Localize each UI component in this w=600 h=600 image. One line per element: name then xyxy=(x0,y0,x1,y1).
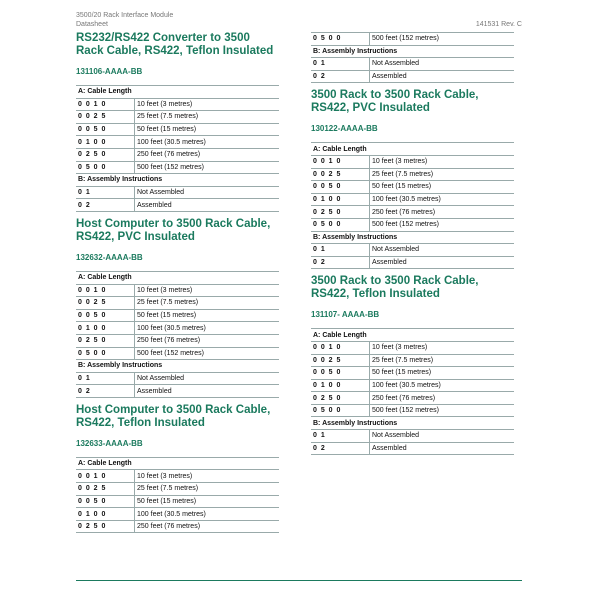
option-description: 50 feet (15 metres) xyxy=(370,367,515,380)
option-description: 100 feet (30.5 metres) xyxy=(135,322,280,335)
cable-section xyxy=(76,32,279,212)
option-description: 500 feet (152 metres) xyxy=(135,161,280,174)
table-row xyxy=(76,284,279,297)
table-row xyxy=(76,483,279,496)
table-row xyxy=(311,367,514,380)
option-description: 250 feet (76 metres) xyxy=(370,392,515,405)
table-row xyxy=(76,136,279,149)
option-description: 25 feet (7.5 metres) xyxy=(135,297,280,310)
option-code: 0 2 xyxy=(311,70,370,83)
option-code: 0 5 0 0 xyxy=(311,404,370,417)
option-code: 0 0 2 5 xyxy=(311,354,370,367)
table-row xyxy=(76,334,279,347)
option-description: Assembled xyxy=(135,385,280,398)
option-description: Assembled xyxy=(370,70,515,83)
options-table xyxy=(311,328,514,455)
table-row xyxy=(76,495,279,508)
options-table xyxy=(76,85,279,212)
group-label: A: Cable Length xyxy=(76,86,279,99)
part-number: 131106-AAAA-BB xyxy=(76,67,143,76)
part-number: 131107- AAAA-BB xyxy=(311,310,380,320)
option-code: 0 0 5 0 xyxy=(76,309,135,322)
option-description: 10 feet (3 metres) xyxy=(135,284,280,297)
option-description: Not Assembled xyxy=(370,58,515,71)
option-description: 10 feet (3 metres) xyxy=(135,470,280,483)
table-group-row xyxy=(311,329,514,342)
option-description: 10 feet (3 metres) xyxy=(135,98,280,111)
option-code: 0 2 5 0 xyxy=(76,520,135,533)
option-code: 0 0 2 5 xyxy=(76,483,135,496)
option-description: 25 feet (7.5 metres) xyxy=(135,483,280,496)
option-description: 250 feet (76 metres) xyxy=(135,148,280,161)
option-code: 0 1 xyxy=(311,58,370,71)
section-title: 3500 Rack to 3500 Rack Cable, RS422, PVC Insulated xyxy=(311,89,479,115)
option-description: Assembled xyxy=(370,442,515,455)
option-code: 0 0 1 0 xyxy=(76,284,135,297)
option-code: 0 0 5 0 xyxy=(76,495,135,508)
option-description: Not Assembled xyxy=(135,372,280,385)
option-description: 250 feet (76 metres) xyxy=(370,206,515,219)
table-row xyxy=(76,322,279,335)
section-title: RS232/RS422 Converter to 3500 Rack Cable, RS422, Teflon Insulated xyxy=(76,32,274,57)
table-group-row xyxy=(76,360,279,373)
left-column xyxy=(76,32,279,539)
cable-section xyxy=(311,275,514,455)
option-code: 0 1 xyxy=(311,244,370,257)
option-code: 0 1 0 0 xyxy=(76,508,135,521)
table-row xyxy=(76,508,279,521)
table-row xyxy=(311,206,514,219)
table-row xyxy=(311,256,514,269)
option-code: 0 2 xyxy=(311,256,370,269)
table-row xyxy=(76,98,279,111)
table-row xyxy=(76,309,279,322)
option-code: 0 1 0 0 xyxy=(311,193,370,206)
option-code: 0 1 0 0 xyxy=(76,322,135,335)
option-description: Not Assembled xyxy=(135,186,280,199)
table-row xyxy=(76,372,279,385)
part-number: 132633-AAAA-BB xyxy=(76,438,143,448)
table-row xyxy=(76,347,279,360)
table-group-row xyxy=(311,45,514,58)
option-code: 0 0 1 0 xyxy=(76,470,135,483)
option-code: 0 5 0 0 xyxy=(311,33,370,46)
table-group-row xyxy=(76,271,279,284)
option-description: 250 feet (76 metres) xyxy=(135,520,280,533)
option-description: 100 feet (30.5 metres) xyxy=(370,379,515,392)
option-code: 0 1 xyxy=(76,186,135,199)
table-row xyxy=(76,385,279,398)
option-description: 100 feet (30.5 metres) xyxy=(135,508,280,521)
part-number: 132632-AAAA-BB xyxy=(76,252,143,262)
table-row xyxy=(311,430,514,443)
table-row xyxy=(311,341,514,354)
table-row xyxy=(76,186,279,199)
section-title: 3500 Rack to 3500 Rack Cable, RS422, Teflon Insulated xyxy=(311,275,479,301)
option-description: 500 feet (152 metres) xyxy=(135,347,280,360)
table-group-row xyxy=(311,417,514,430)
option-code: 0 2 xyxy=(76,199,135,212)
table-row xyxy=(76,199,279,212)
option-code: 0 1 xyxy=(76,372,135,385)
table-row xyxy=(311,155,514,168)
table-row xyxy=(76,297,279,310)
table-row xyxy=(311,354,514,367)
table-group-row xyxy=(311,143,514,156)
option-description: Not Assembled xyxy=(370,430,515,443)
option-description: 500 feet (152 metres) xyxy=(370,404,515,417)
table-row xyxy=(311,168,514,181)
document-subtitle: Datasheet xyxy=(76,21,108,28)
option-description: 50 feet (15 metres) xyxy=(135,123,280,136)
table-row xyxy=(76,111,279,124)
option-description: 25 feet (7.5 metres) xyxy=(135,111,280,124)
group-label: B: Assembly Instructions xyxy=(311,417,514,430)
option-code: 0 0 2 5 xyxy=(311,168,370,181)
option-code: 0 1 0 0 xyxy=(311,379,370,392)
page-header xyxy=(76,11,522,29)
option-code: 0 5 0 0 xyxy=(76,161,135,174)
option-description: Assembled xyxy=(135,199,280,212)
option-description: 250 feet (76 metres) xyxy=(135,334,280,347)
option-description: Not Assembled xyxy=(370,244,515,257)
option-description: 50 feet (15 metres) xyxy=(135,309,280,322)
cable-section xyxy=(76,218,279,398)
option-description: 25 feet (7.5 metres) xyxy=(370,354,515,367)
group-label: B: Assembly Instructions xyxy=(311,231,514,244)
group-label: B: Assembly Instructions xyxy=(76,360,279,373)
table-row xyxy=(311,193,514,206)
option-code: 0 2 5 0 xyxy=(311,392,370,405)
table-row xyxy=(76,520,279,533)
table-group-row xyxy=(76,457,279,470)
footer-rule xyxy=(76,580,522,581)
group-label: B: Assembly Instructions xyxy=(311,45,514,58)
table-row xyxy=(311,58,514,71)
options-table xyxy=(76,271,279,398)
group-label: B: Assembly Instructions xyxy=(76,174,279,187)
group-label: A: Cable Length xyxy=(311,143,514,156)
option-description: Assembled xyxy=(370,256,515,269)
table-group-row xyxy=(311,231,514,244)
table-row xyxy=(311,244,514,257)
cable-section xyxy=(311,89,514,269)
option-description: 100 feet (30.5 metres) xyxy=(370,193,515,206)
continued-table xyxy=(311,32,514,83)
group-label: A: Cable Length xyxy=(76,457,279,470)
option-description: 25 feet (7.5 metres) xyxy=(370,168,515,181)
section-title: Host Computer to 3500 Rack Cable, RS422, PVC Insulated xyxy=(76,217,271,243)
option-code: 0 0 5 0 xyxy=(76,123,135,136)
option-description: 10 feet (3 metres) xyxy=(370,341,515,354)
option-description: 100 feet (30.5 metres) xyxy=(135,136,280,149)
option-description: 50 feet (15 metres) xyxy=(370,181,515,194)
right-column xyxy=(311,32,514,461)
cable-section xyxy=(76,404,279,534)
option-code: 0 2 xyxy=(76,385,135,398)
option-code: 0 0 5 0 xyxy=(311,367,370,380)
options-table xyxy=(311,32,514,83)
option-code: 0 2 5 0 xyxy=(311,206,370,219)
option-code: 0 5 0 0 xyxy=(311,218,370,231)
document-title: 3500/20 Rack Interface Module xyxy=(76,12,174,19)
option-code: 0 0 1 0 xyxy=(76,98,135,111)
table-row xyxy=(311,181,514,194)
option-code: 0 0 5 0 xyxy=(311,181,370,194)
table-row xyxy=(311,392,514,405)
table-row xyxy=(76,161,279,174)
option-code: 0 1 0 0 xyxy=(76,136,135,149)
table-row xyxy=(76,470,279,483)
table-row xyxy=(311,33,514,46)
part-number: 130122-AAAA-BB xyxy=(311,124,378,134)
option-code: 0 0 1 0 xyxy=(311,155,370,168)
table-row xyxy=(311,70,514,83)
option-description: 500 feet (152 metres) xyxy=(370,218,515,231)
options-table xyxy=(311,142,514,269)
option-code: 0 0 2 5 xyxy=(76,111,135,124)
document-number: 141531 Rev. C xyxy=(475,21,522,28)
table-row xyxy=(311,404,514,417)
table-row xyxy=(311,218,514,231)
option-code: 0 0 2 5 xyxy=(76,297,135,310)
option-code: 0 2 5 0 xyxy=(76,148,135,161)
group-label: A: Cable Length xyxy=(311,329,514,342)
option-code: 0 0 1 0 xyxy=(311,341,370,354)
table-row xyxy=(76,123,279,136)
option-code: 0 5 0 0 xyxy=(76,347,135,360)
option-code: 0 2 xyxy=(311,442,370,455)
option-description: 10 feet (3 metres) xyxy=(370,155,515,168)
options-table xyxy=(76,457,279,534)
option-code: 0 2 5 0 xyxy=(76,334,135,347)
option-description: 500 feet (152 metres) xyxy=(370,33,515,46)
section-title: Host Computer to 3500 Rack Cable, RS422, Teflon Insulated xyxy=(76,403,271,429)
table-group-row xyxy=(76,174,279,187)
table-row xyxy=(76,148,279,161)
option-description: 50 feet (15 metres) xyxy=(135,495,280,508)
table-group-row xyxy=(76,86,279,99)
table-row xyxy=(311,442,514,455)
option-code: 0 1 xyxy=(311,430,370,443)
group-label: A: Cable Length xyxy=(76,271,279,284)
table-row xyxy=(311,379,514,392)
